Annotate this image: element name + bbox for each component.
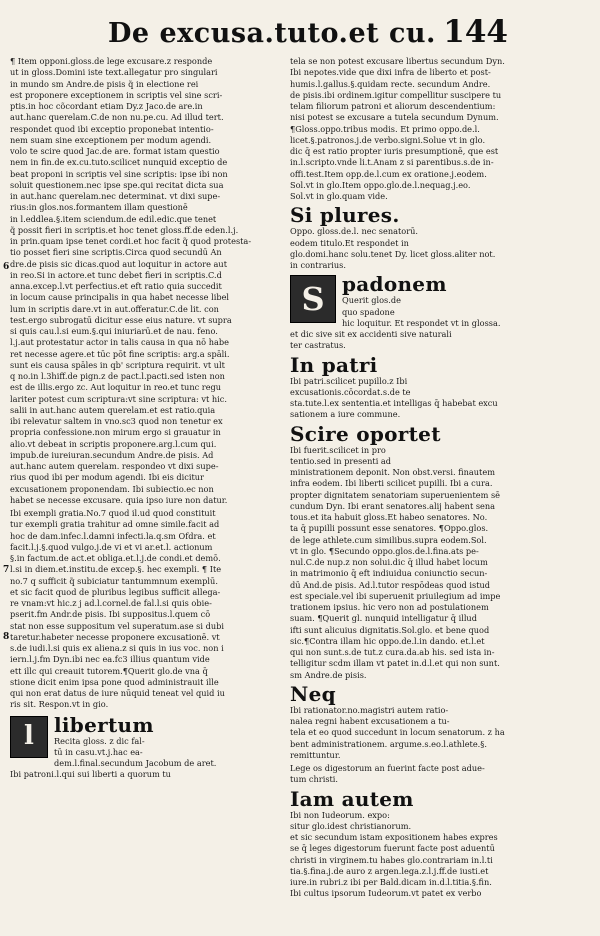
text-line: offi.test.Item opp.de.l.cum ex oratione.j.eodem. xyxy=(290,168,487,179)
lemma-neq: Neq xyxy=(290,681,336,706)
text-line: telligitur scdm illam vt patet in.d.l.et qui non sunt. xyxy=(290,658,500,669)
text-line: ris sit. Respon.vt in gio. xyxy=(10,699,109,710)
iam-autem-gloss xyxy=(290,788,590,900)
si-plures-gloss xyxy=(290,204,590,271)
text-line: ta q̄ pupilli possunt esse senatores. ¶Oppo.glos. xyxy=(290,523,489,534)
folio-number: 144 xyxy=(443,14,508,50)
text-line: Ibi exempli gratia.No.7 quod il.ud quod constituit xyxy=(10,508,216,518)
text-line: et sic facit quod de pluribus legibus sufficit allega- xyxy=(10,586,221,597)
text-line: in.l.scripto.vnde li.t.Anam z si parentibus.s.de in- xyxy=(290,157,494,168)
text-line: ett illc qui creauit tutorem.¶Querit glo.de vna q̄ xyxy=(10,665,208,676)
text-line: ptis.in hoc cõcordant etiam Dy.z Jaco.de are.in xyxy=(10,101,203,111)
text-line: Ibi patri.scilicet pupillo.z Ibi xyxy=(290,375,408,386)
text-line: ret necesse agere.et tūc pōt fine scriptis: arg.a spāli. xyxy=(10,348,230,359)
text-line: Sol.vt in glo.quam vide. xyxy=(290,191,388,201)
text-line: iern.l.j.fm Dyn.ibi nec ea.fc3 illius quantum vide xyxy=(10,654,210,665)
margin-number-6: 6 xyxy=(3,262,10,272)
page-header xyxy=(108,14,508,56)
lemma-iam-autem: Iam autem xyxy=(290,786,414,811)
text-line: tur exempli gratia trahitur ad omne simile.facit ad xyxy=(10,519,220,530)
text-line: sic.¶Contra illam hic oppo.de.l.in dando. et.l.et xyxy=(290,635,485,646)
text-line: quo spadone xyxy=(342,306,395,317)
text-line: Ibi patroni.l.qui sui liberti a quorum tu xyxy=(10,769,171,780)
text-line: s.de iudi.l.si quis ex aliena.z si quis in ius voc. non i xyxy=(10,643,224,653)
text-line: ter castratus. xyxy=(290,340,346,351)
text-line: ministrationem deponit. Non obst.versi. finautem xyxy=(290,467,495,477)
text-line: eodem titulo.Et respondet in xyxy=(290,237,409,248)
text-line: iure.in rubri.z ibi per Bald.dicam in.d.l.titia.§.fin. xyxy=(290,877,492,887)
left-commentary-block-exempli xyxy=(10,508,282,711)
text-line: tela se non potest excusare libertus secundum Dyn. xyxy=(290,56,505,66)
iam-autem-text xyxy=(290,810,590,900)
in-patri-gloss xyxy=(290,354,590,421)
text-line: christi in virginem.tu habes glo.contrariam in.l.ti xyxy=(290,854,493,865)
text-line: no.7 q sufficit q̃ subiciatur tantummnum exemplū. xyxy=(10,575,218,586)
text-line: dic q̄ est ratio propter iuris presumptionē, que est xyxy=(290,146,499,156)
text-line: Ibi non Iudeorum. expo: xyxy=(290,809,390,820)
neq-text xyxy=(290,705,590,761)
text-line: tous.et ita habuit gloss.Et habeo senatores. No. xyxy=(290,512,488,522)
text-line: lariter potest cum scriptura:vt sine scriptura: vt hic. xyxy=(10,393,227,404)
lemma-spadonem: padonem xyxy=(342,273,447,297)
text-line: ¶ Item opponi.gloss.de lege excusare.z responde xyxy=(10,56,213,66)
text-line: de lege athlete.cum similibus.supra eodem.Sol. xyxy=(290,534,487,545)
text-line: est proponere exceptionem in scriptis vel sine scri- xyxy=(10,89,223,100)
text-line: Ibi cultus ipsorum Iudeorum.vt patet ex verbo xyxy=(290,888,482,899)
text-line: remittuntur. xyxy=(290,749,341,760)
text-line: tio posset fieri sine scriptis.Circa quod secundū An xyxy=(10,247,222,258)
text-line: humis.l.gallus.§.quidam recte. secundum Andre. xyxy=(290,78,491,89)
text-line: volo te scire quod Jac.de are. format istam questio xyxy=(10,146,220,156)
text-line: dem.l.final.secundum Jacobum de aret. xyxy=(54,758,217,768)
text-line: anna.excep.l.vt perfectius.et eft ratio quia succedit xyxy=(10,281,222,291)
text-line: taretur.habeter necesse proponere excusationē. vt xyxy=(10,631,220,642)
text-line: aut.hanc autem querelam. respondeo vt dixi supe- xyxy=(10,461,219,471)
text-line: tia.§.fina.j.de auro z argen.lega.z.l.j.ff.de iusti.et xyxy=(290,865,489,876)
text-line: ibi relevatur saltem in vno.sc3 quod non tenetur ex xyxy=(10,416,223,426)
text-line: nalea regni habent excusationem a tu- xyxy=(290,716,450,726)
in-patri-text xyxy=(290,376,590,421)
text-line: Oppo. gloss.de.l. nec senatorū. xyxy=(290,226,419,237)
text-line: cundum Dyn. Ibi erant senatores.alij habent sena xyxy=(290,500,496,511)
text-line: propria confessione.non mirum ergo si grauatur in xyxy=(10,427,221,438)
text-line: glo.domi.hanc solu.tenet Dy. licet gloss.aliter not. xyxy=(290,248,496,259)
text-line: hic loquitur. Et respondet vt in glossa. xyxy=(342,317,501,328)
neq-gloss xyxy=(290,683,590,761)
text-line: bent administrationem. argume.s.eo.l.athlete.§. xyxy=(290,738,487,749)
text-line: infra eodem. Ibi liberti scilicet pupilli. Ibi a cura. xyxy=(290,478,493,489)
text-line: sunt eis causa spāles in qb' scriptura requirit. vt ult xyxy=(10,359,225,370)
text-line: stat non esse suppositum vel superatum.ase si dubi xyxy=(10,620,224,631)
text-line: excusationem proponendam. Ibi subiectio.ec non xyxy=(10,483,214,494)
text-line: dre.de pisis sic dicas.quod aut loquitur in actore aut xyxy=(10,258,227,269)
lemma-scire-oportet: Scire oportet xyxy=(290,421,441,446)
text-line: l.si in diem.et.institu.de excep.§. hec exempli. ¶ Ite xyxy=(10,564,222,575)
text-line: et sic secundum istam expositionem habes expres xyxy=(290,832,498,842)
text-line: nul.C.de nup.z non solui.dic q̄ illud habet locum xyxy=(290,557,488,567)
text-line: Recita gloss. z dic fal- xyxy=(54,735,145,746)
text-line: stione dicit enim ipsa pone quod administrauit ille xyxy=(10,676,219,687)
text-line: q no.in l.3hiff.de pign.z de pact.l.pacti.sed isten non xyxy=(10,371,225,381)
text-line: Ibi fuerit.scilicet in pro xyxy=(290,444,386,455)
text-line: §.in factum.de act.et obliga.et.l.j.de condi.et demō. xyxy=(10,553,221,563)
text-line: in contrarius. xyxy=(290,260,346,270)
text-line: rius quod ibi per modum agendi. Ibi eis dicitur xyxy=(10,472,204,483)
text-line: tum christi. xyxy=(290,774,339,785)
text-line: est de illis.ergo zc. Aut loquitur in reo.et tunc regu xyxy=(10,382,222,393)
text-line: soluit questionem.nec ipse spe.qui recitat dicta sua xyxy=(10,179,224,190)
text-line: de pisis.ibi ordinem.igitur compellitur suscipere tu xyxy=(290,89,502,100)
text-line: in prin.quam ipse tenet cordi.et hoc facit q̃ quod protesta- xyxy=(10,236,252,246)
text-line: ut in gloss.Domini iste text.allegatur pro singulari xyxy=(10,67,218,78)
text-line: in locum cause principalis in qua habet necesse libel xyxy=(10,292,230,303)
right-column xyxy=(290,56,590,912)
text-line: lum in scriptis dare.vt in aut.offeratur.C.de lit. con xyxy=(10,303,219,314)
decorated-initial-s: S xyxy=(290,275,336,323)
si-plures-text xyxy=(290,226,590,271)
text-line: sationem a iure commune. xyxy=(290,409,401,420)
text-line: tentio.sed in presenti ad xyxy=(290,455,392,466)
text-line: re vnam:vt hic.z j ad.l.cornel.de fal.l.si quis obie- xyxy=(10,598,212,608)
text-line: salii in aut.hanc autem querelam.et est ratio.quia xyxy=(10,404,216,415)
text-line: in matrimonio q̄ eft indiuidua coniunctio secun- xyxy=(290,568,488,579)
text-line: qui non sunt.s.de tut.z cura.da.ab his. sed ista in- xyxy=(290,647,495,657)
text-line: excusationis.cōcordat.s.de te xyxy=(290,386,411,397)
text-line: nem in fin.de ex.cu.tuto.scilicet nunquid exceptio de xyxy=(10,157,228,168)
text-line: beat proponi in scriptis vel sine scriptis: ipse ibi non xyxy=(10,168,228,179)
text-line: in mundo sm Andre.de pisis q̃ in electione rei xyxy=(10,78,199,89)
text-line: suam. ¶Querit gl. nunquid intelligatur q̄ illud xyxy=(290,613,477,624)
libertum-gloss xyxy=(10,714,282,781)
text-line: habet se necesse excusare. quia ipso iure non datur. xyxy=(10,494,228,505)
text-line: Ibi nepotes.vide que dixi infra de liberto et post- xyxy=(290,67,491,78)
text-line: licet.§.patronos.j.de verbo.signi.Solue vt in glo. xyxy=(290,134,486,145)
text-line: tū in casu.vt.j.hac ea- xyxy=(54,746,143,757)
text-line: Ibi rationator.no.magistri autem ratio- xyxy=(290,704,449,715)
text-line: ¶Gloss.oppo.tribus modis. Et primo oppo.de.l. xyxy=(290,123,480,134)
lemma-libertum: libertum xyxy=(54,712,154,737)
text-line: se q̄ leges digestorum fuerunt facte post aduentū xyxy=(290,843,495,854)
scire-oportet-gloss xyxy=(290,423,590,681)
margin-number-8: 8 xyxy=(3,632,10,642)
left-commentary-block xyxy=(10,56,282,506)
scire-oportet-text xyxy=(290,445,590,681)
spadonem-gloss xyxy=(290,273,590,351)
margin-number-7: 7 xyxy=(3,565,10,575)
text-line: impub.de iureiuran.secundum Andre.de pisis. Ad xyxy=(10,449,214,460)
text-line: q̃ possit fieri in scriptis.et hoc tenet gloss.ff.de eden.l.j. xyxy=(10,224,239,235)
text-line: aut.hanc querelam.C.de non nu.pe.cu. Ad illud tert. xyxy=(10,112,224,123)
text-line: sm Andre.de pisis. xyxy=(290,669,367,680)
text-line: telam filiorum patroni et aliorum descendentium: xyxy=(290,101,496,111)
text-line: tela et eo quod succedunt in locum senatorum. z ha xyxy=(290,727,505,738)
text-line: Querit glos.de xyxy=(342,295,401,306)
text-line: pserit.fm Andr.de pisis. Ibi suppositus.l.quem cō xyxy=(10,609,211,620)
text-line: nem suam sine exceptionem per modum agendi. xyxy=(10,134,212,145)
libertum-gloss-text xyxy=(10,736,282,781)
text-line: qui non erat datus de iure nūquid teneat vel quid iu xyxy=(10,688,225,698)
lemma-si-plures: Si plures. xyxy=(290,203,400,228)
decorated-initial-l: l xyxy=(10,716,48,758)
text-line: facit.l.j.§.quod vulgo.j.de vi et vi ar.et.l. actionum xyxy=(10,541,213,552)
text-line: est speciale.vel ibi superuenit priuilegium ad impe xyxy=(290,590,501,601)
text-line: dū And.de pisis. Ad.l.tutor respōdeas quod istud xyxy=(290,579,491,590)
text-line: respondet quod ibi exceptio proponebat intentio- xyxy=(10,123,214,134)
text-line: ifti sunt alicuius dignitatis.Sol.glo. et bene quod xyxy=(290,624,490,635)
text-line: trationem ipsius. hic vero non ad postulationem xyxy=(290,602,489,612)
left-column xyxy=(10,56,282,912)
text-line: propter dignitatem senatoriam superuenientem sē xyxy=(290,489,500,500)
text-line: et dic sive sit ex accidenti sive naturali xyxy=(290,329,452,339)
text-line: in aut.hanc querelam.nec determinat. vt dixi supe- xyxy=(10,191,221,201)
text-line: si quis cau.l.si eum.§.qui iniuriarū.et de nau. feno. xyxy=(10,326,218,336)
text-line: Sol.vt in glo.Item oppo.glo.de.l.nequag.j.eo. xyxy=(290,179,471,190)
running-title: De excusa.tuto.et cu. xyxy=(108,18,436,49)
text-line: vt in glo. ¶Secundo oppo.glos.de.l.fina.ats pe- xyxy=(290,545,479,556)
text-line: test.ergo subrogatū dicitur esse eius nature. vt supra xyxy=(10,314,232,325)
text-line: sta.tute.l.ex sententia.et intelligas q̄ habebat excu xyxy=(290,398,498,408)
text-line: in reo.Si in actore.et tunc debet fieri in scriptis.C.d xyxy=(10,269,222,280)
text-line: in l.eddlea.§.item sciendum.de edil.edic.que tenet xyxy=(10,213,217,224)
lege-digestorum-note xyxy=(290,763,590,786)
text-line: nisi potest se excusare a tutela secundum Dynum. xyxy=(290,112,499,123)
text-line: rius:in glos.nos.formantem illam questionē xyxy=(10,202,188,213)
text-line: hoc de dam.infec.l.damni infecti.la.q.sm Ofdra. et xyxy=(10,530,216,541)
right-commentary-block xyxy=(290,56,590,202)
text-line: situr glo.idest christianorum. xyxy=(290,820,412,831)
text-line: alio.vt debeat in scriptis proponere.arg.l.cum qui. xyxy=(10,438,217,449)
text-line: l.j.aut protestatur actor in talis causa in qua nō habe xyxy=(10,337,229,348)
lemma-in-patri: In patri xyxy=(290,352,378,377)
text-line: Lege os digestorum an fuerint facte post adue- xyxy=(290,763,485,773)
